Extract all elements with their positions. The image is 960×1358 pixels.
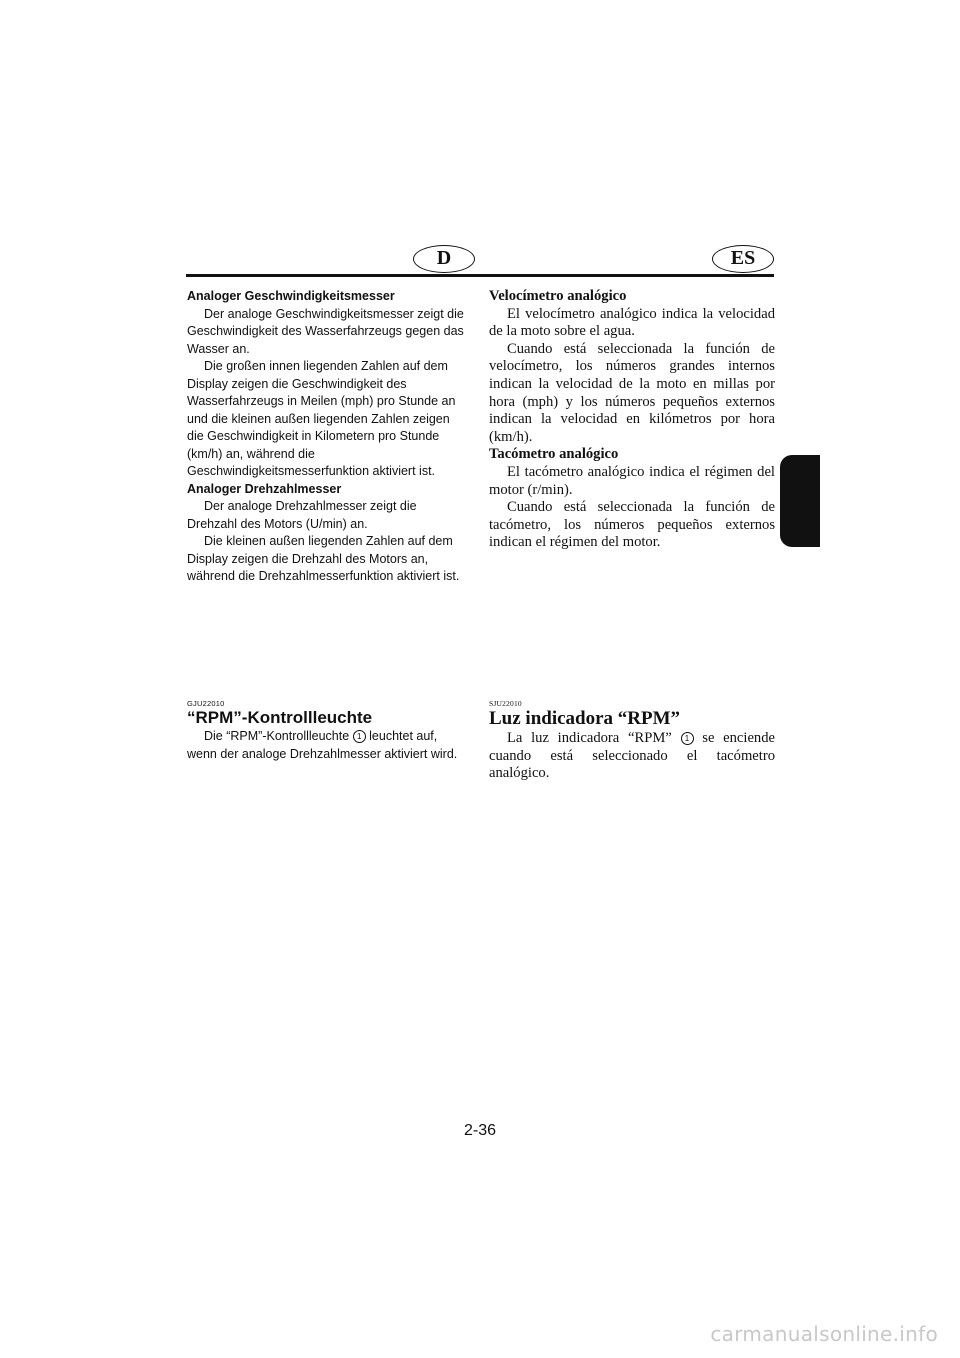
es-speedometer-paragraph-1: El velocímetro analógico indica la velocidad de la moto sobre el agua.: [489, 305, 775, 340]
callout-marker-icon: 1: [681, 732, 694, 745]
de-tachometer-paragraph-2: Die kleinen außen liegenden Zahlen auf dem Display zeigen die Drehzahl des Motors an, während die Drehzahlmesserfunktion aktiviert ist.: [187, 534, 460, 583]
de-tachometer-heading: Analoger Drehzahlmesser: [187, 481, 342, 496]
header-divider: [186, 274, 774, 277]
de-speedometer-paragraph-2: Die großen innen liegenden Zahlen auf dem Display zeigen die Geschwindigkeit des Wasserfahrzeugs in Meilen (mph) pro Stunde an und die kleinen außen liegenden Zahlen zeigen die Geschwindigkeit in Kilometern pro Stunde (km/h) an, während die Geschwindigkeitsmesserfunktion aktiviert ist.: [187, 359, 456, 478]
es-tachometer-paragraph-1: El tacómetro analógico indica el régimen del motor (r/min).: [489, 463, 775, 498]
de-rpm-text-start: Die “RPM”-Kontrollleuchte: [204, 729, 353, 743]
de-rpm-text-end: leuchtet auf, wenn der analoge Drehzahlmesser aktiviert wird.: [187, 729, 458, 761]
de-speedometer-heading: Analoger Geschwindigkeitsmesser: [187, 289, 395, 303]
de-tachometer-paragraph-1: Der analoge Drehzahlmesser zeigt die Drehzahl des Motors (U/min) an.: [187, 499, 417, 531]
chapter-thumb-tab: [780, 455, 820, 547]
es-tachometer-paragraph-2: Cuando está seleccionada la función de tacómetro, los números pequeños externos indican el régimen del motor.: [489, 499, 775, 551]
de-speedometer-paragraph-1: Der analoge Geschwindigkeitsmesser zeigt die Geschwindigkeit des Wasserfahrzeugs gegen das Wasser an.: [187, 306, 464, 356]
de-rpm-paragraph: [187, 728, 467, 763]
callout-marker-icon: 1: [353, 730, 366, 743]
spanish-rpm-section: [489, 699, 775, 783]
language-badge-german: D: [413, 245, 475, 273]
de-section-code: GJU22010: [187, 699, 225, 708]
es-speedometer-paragraph-2: Cuando está seleccionada la función de velocímetro, los números grandes internos indican la velocidad de la moto en millas por hora (mph) y los números pequeños externos indican la velocidad en kilómetros por hora (km/h).: [489, 340, 775, 445]
german-rpm-section: [187, 699, 467, 763]
es-rpm-paragraph: [489, 730, 775, 783]
es-speedometer-heading: Velocímetro analógico: [489, 288, 627, 304]
es-tachometer-heading: Tacómetro analógico: [489, 446, 619, 463]
de-rpm-title: “RPM”-Kontrollleuchte: [187, 708, 373, 727]
es-rpm-text-start: La luz indicadora “RPM”: [507, 730, 681, 746]
page-number: 2-36: [463, 1122, 497, 1139]
es-rpm-title: Luz indicadora “RPM”: [489, 708, 681, 729]
watermark: carmanualsonline.info: [710, 1322, 938, 1346]
es-section-code: SJU22010: [489, 699, 522, 708]
language-badge-spanish: ES: [712, 245, 774, 273]
german-column-top: [187, 288, 467, 586]
spanish-column-top: [489, 288, 775, 552]
es-rpm-text-end: se enciende cuando está seleccionado el tacómetro analógico.: [489, 730, 776, 782]
